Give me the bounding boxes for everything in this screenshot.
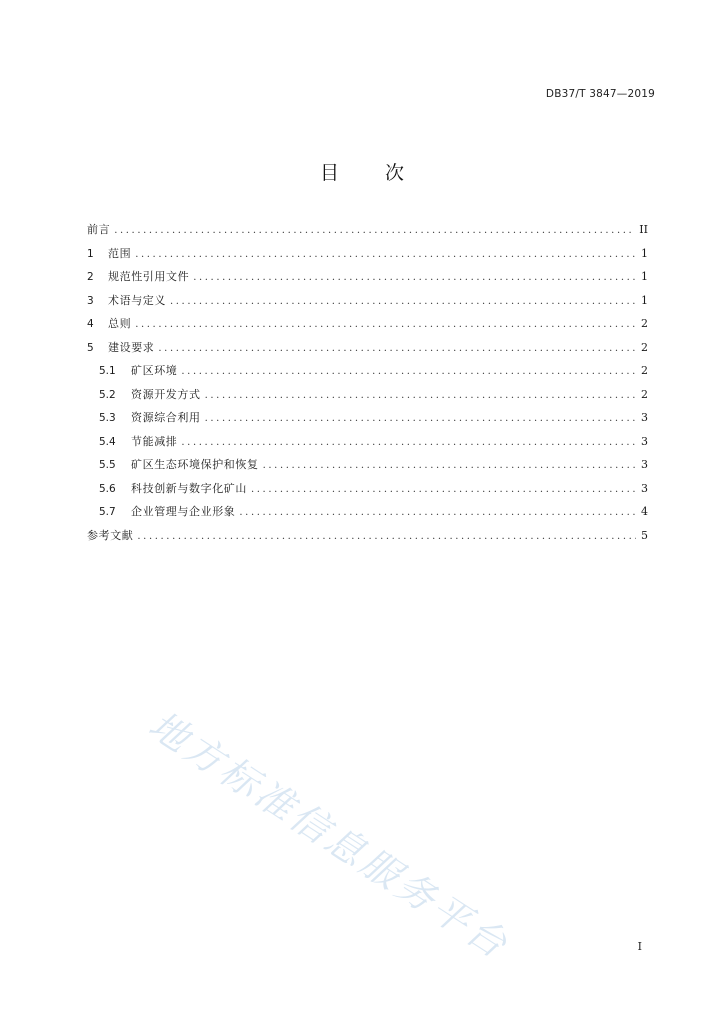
toc-entry-label: 参考文献 xyxy=(87,528,134,542)
page-number: I xyxy=(637,940,642,953)
toc-entry[interactable] xyxy=(87,500,648,524)
toc-entry-number: 5.2 xyxy=(99,388,116,401)
page-title: 目 次 xyxy=(319,162,425,184)
toc-leader-dots xyxy=(181,360,636,384)
toc-entry[interactable] xyxy=(87,524,648,548)
toc-leader-dots xyxy=(135,313,636,337)
table-of-contents xyxy=(87,218,648,547)
toc-entry-page: II xyxy=(639,223,648,236)
toc-entry-label: 建设要求 xyxy=(108,340,155,354)
toc-entry-label: 企业管理与企业形象 xyxy=(131,505,236,518)
toc-entry-number: 5 xyxy=(87,341,94,354)
toc-entry[interactable] xyxy=(87,430,648,454)
toc-entry[interactable] xyxy=(87,265,648,289)
toc-entry[interactable] xyxy=(87,406,648,430)
toc-entry-number: 3 xyxy=(87,294,94,307)
toc-entry-page: 2 xyxy=(641,317,648,330)
toc-entry-page: 3 xyxy=(641,458,648,471)
toc-entry-page: 4 xyxy=(641,505,648,518)
toc-entry[interactable] xyxy=(87,312,648,336)
toc-entry-number: 5.1 xyxy=(99,365,116,377)
toc-entry[interactable] xyxy=(87,383,648,407)
toc-leader-dots xyxy=(205,407,636,431)
toc-leader-dots xyxy=(137,525,636,549)
toc-entry[interactable] xyxy=(87,218,648,242)
toc-entry-page: 2 xyxy=(641,364,648,377)
toc-leader-dots xyxy=(135,243,636,267)
toc-entry-number: 5.3 xyxy=(99,412,116,424)
toc-entry-label: 前言 xyxy=(87,223,111,236)
toc-entry-page: 3 xyxy=(641,434,648,448)
toc-entry-label: 矿区环境 xyxy=(131,364,178,377)
toc-entry[interactable] xyxy=(87,477,648,501)
toc-entry-number: 5.6 xyxy=(99,482,116,495)
toc-entry-page: 3 xyxy=(641,411,648,424)
toc-leader-dots xyxy=(114,219,635,243)
toc-leader-dots xyxy=(193,266,636,290)
toc-entry-label: 术语与定义 xyxy=(108,293,166,307)
toc-entry-page: 2 xyxy=(641,387,648,401)
toc-entry-label: 资源综合利用 xyxy=(131,411,201,424)
toc-leader-dots xyxy=(251,478,636,502)
toc-entry-number: 5.4 xyxy=(99,435,116,448)
toc-entry-label: 范围 xyxy=(108,246,132,260)
toc-leader-dots xyxy=(263,454,636,478)
toc-entry-label: 资源开发方式 xyxy=(131,387,201,401)
toc-entry[interactable] xyxy=(87,359,648,383)
toc-entry[interactable] xyxy=(87,289,648,313)
toc-entry-label: 规范性引用文件 xyxy=(108,270,190,283)
toc-entry-page: 2 xyxy=(641,340,648,354)
toc-entry[interactable] xyxy=(87,336,648,360)
toc-entry[interactable] xyxy=(87,242,648,266)
toc-entry-number: 2 xyxy=(87,271,94,283)
toc-entry-page: 1 xyxy=(641,246,648,260)
toc-entry-number: 1 xyxy=(87,247,94,260)
toc-entry-page: 1 xyxy=(641,270,648,283)
toc-entry-page: 3 xyxy=(641,481,648,495)
toc-entry-label: 总则 xyxy=(108,317,132,330)
toc-entry-page: 5 xyxy=(641,528,648,542)
toc-leader-dots xyxy=(205,384,636,408)
toc-entry-number: 5.5 xyxy=(99,459,116,471)
toc-entry-number: 4 xyxy=(87,318,94,330)
document-code: DB37/T 3847—2019 xyxy=(545,88,655,100)
toc-leader-dots xyxy=(170,290,636,314)
toc-entry-number: 5.7 xyxy=(99,506,116,518)
toc-entry-label: 科技创新与数字化矿山 xyxy=(131,481,247,495)
toc-leader-dots xyxy=(181,431,636,455)
toc-entry-page: 1 xyxy=(641,293,648,307)
toc-leader-dots xyxy=(239,501,636,525)
toc-entry-label: 矿区生态环境保护和恢复 xyxy=(131,458,259,471)
toc-entry[interactable] xyxy=(87,453,648,477)
watermark: 地方标准信息服务平台 xyxy=(141,702,518,969)
toc-entry-label: 节能减排 xyxy=(131,434,178,448)
toc-leader-dots xyxy=(158,337,636,361)
